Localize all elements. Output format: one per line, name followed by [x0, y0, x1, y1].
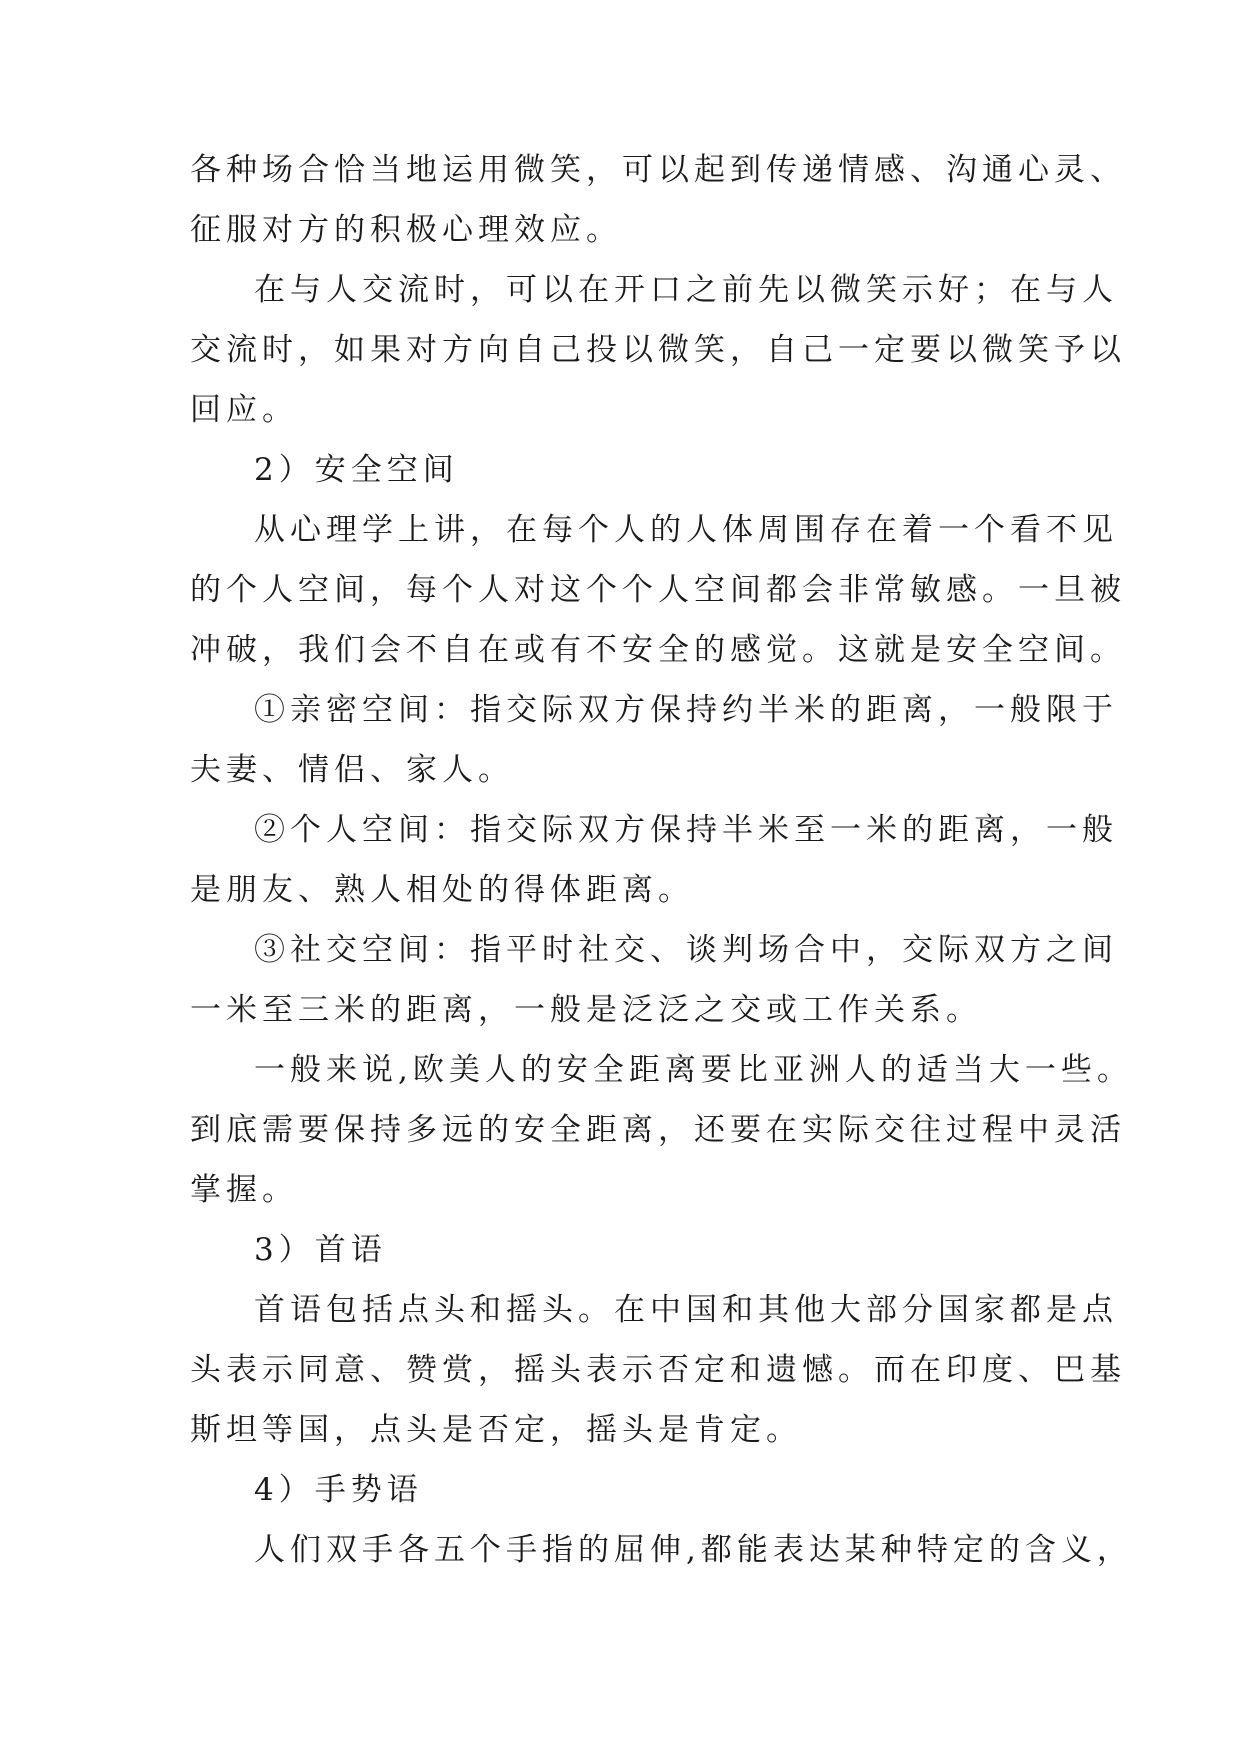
- text-line: 到底需要保持多远的安全距离，还要在实际交往过程中灵活: [190, 1112, 1126, 1148]
- text-line: 征服对方的积极心理效应。: [190, 212, 622, 248]
- text-line: 是朋友、熟人相处的得体距离。: [190, 872, 694, 908]
- text-line: 头表示同意、赞赏，摇头表示否定和遗憾。而在印度、巴基: [190, 1352, 1126, 1388]
- text-line: 4）手势语: [254, 1472, 423, 1508]
- text-line: ③社交空间：指平时社交、谈判场合中，交际双方之间: [254, 932, 1118, 968]
- text-line: 夫妻、情侣、家人。: [190, 752, 514, 788]
- text-line: 一米至三米的距离，一般是泛泛之交或工作关系。: [190, 992, 982, 1028]
- text-line: 斯坦等国，点头是否定，摇头是肯定。: [190, 1412, 802, 1448]
- text-line: 各种场合恰当地运用微笑，可以起到传递情感、沟通心灵、: [190, 152, 1126, 188]
- text-line: 人们双手各五个手指的屈伸,都能表达某种特定的含义，: [254, 1532, 1133, 1568]
- text-line: 首语包括点头和摇头。在中国和其他大部分国家都是点: [254, 1292, 1118, 1328]
- text-line: 交流时，如果对方向自己投以微笑，自己一定要以微笑予以: [190, 332, 1126, 368]
- text-line: ②个人空间：指交际双方保持半米至一米的距离，一般: [254, 812, 1118, 848]
- text-line: 一般来说,欧美人的安全距离要比亚洲人的适当大一些。: [254, 1052, 1133, 1088]
- text-line: 冲破，我们会不自在或有不安全的感觉。这就是安全空间。: [190, 632, 1126, 668]
- text-line: 回应。: [190, 392, 298, 428]
- text-line: 3）首语: [254, 1232, 387, 1268]
- document-body: [190, 140, 1133, 1580]
- text-line: 2）安全空间: [254, 452, 459, 488]
- text-line: 在与人交流时，可以在开口之前先以微笑示好；在与人: [254, 272, 1118, 308]
- text-line: 掌握。: [190, 1172, 298, 1208]
- text-line: ①亲密空间：指交际双方保持约半米的距离，一般限于: [254, 692, 1118, 728]
- text-line: 的个人空间，每个人对这个个人空间都会非常敏感。一旦被: [190, 572, 1126, 608]
- text-line: 从心理学上讲，在每个人的人体周围存在着一个看不见: [254, 512, 1118, 548]
